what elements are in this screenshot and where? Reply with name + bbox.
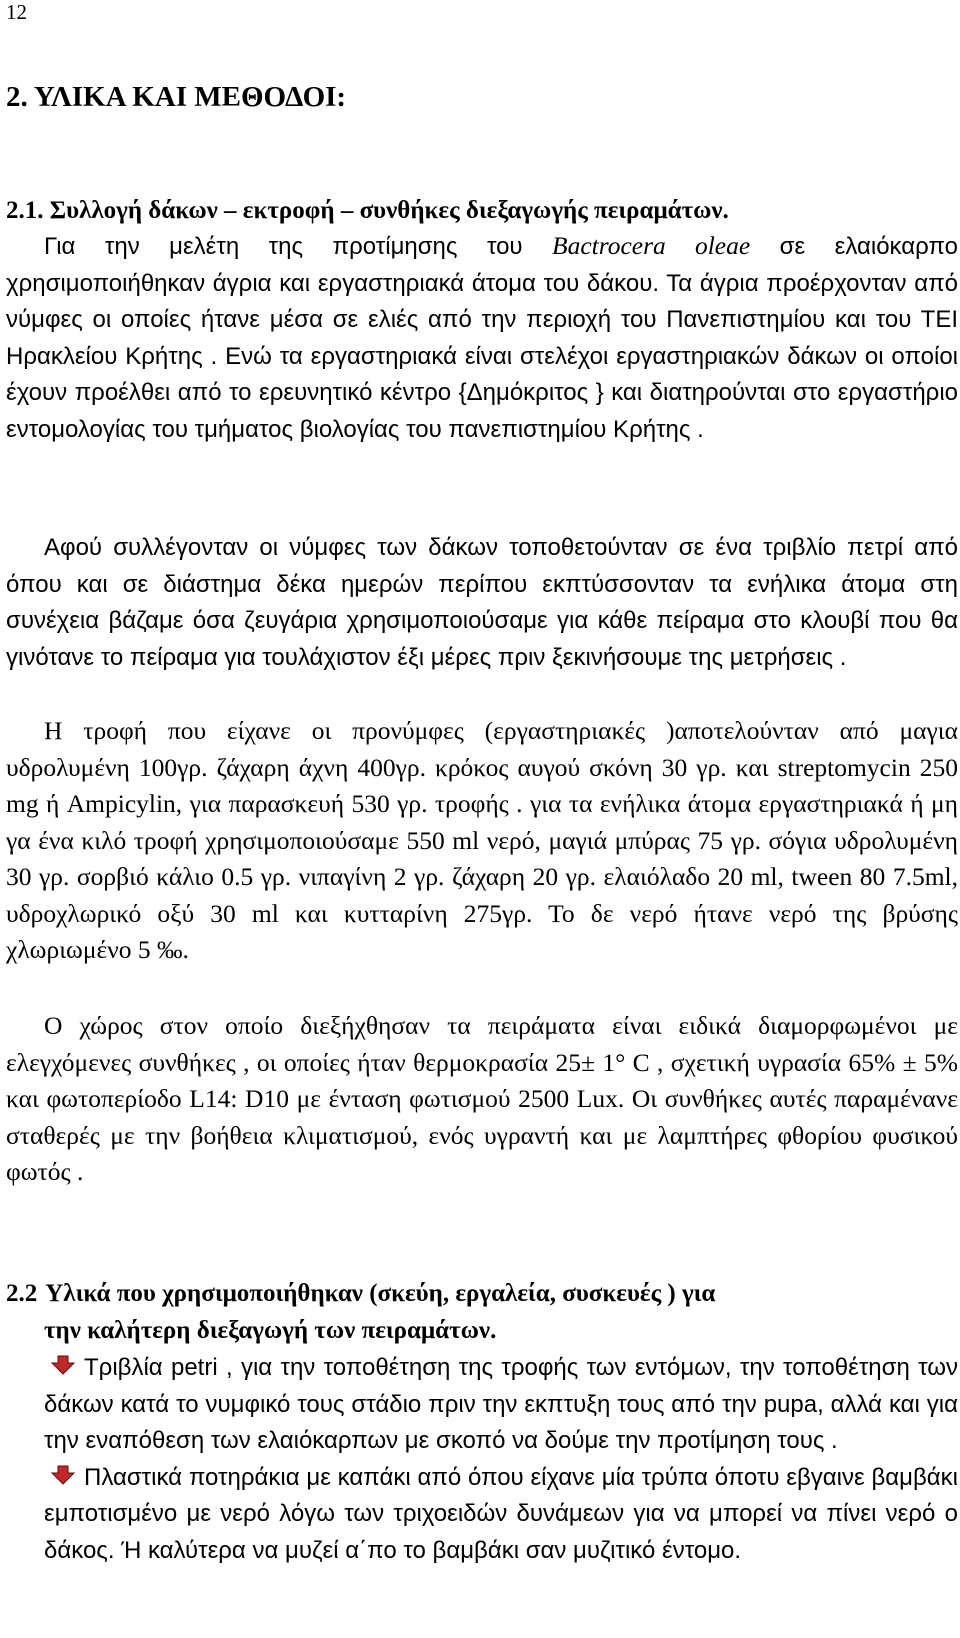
section-title-2-2 [6,1275,958,1349]
page-number: 12 [6,0,27,24]
arrow-bullet-icon [48,1464,78,1486]
section-title-line1: Υλικά που χρησιμοποιήθηκαν (σκεύη, εργαλεία, συσκευές ) για [45,1280,716,1307]
paragraph-text-rest: σε ελαιόκαρπο χρησιμοποιήθηκαν άγρια και εργαστηριακά άτομα του δάκου. Τα άγρια προέρχονταν από νύμφες οι οποίες ήτανε μέσα σε ελιές από την περιοχή του Πανεπιστημίου και του ΤΕΙ Ηρακλείου Κρήτης . Ενώ τα εργαστηριακά είναι στελέχοι εργαστηριακών δάκων οι οποίοι έχουν προέλθει από το ερευνητικό κέντρο {Δημόκριτος } και διατηρούνται στο εργαστήριο εντομολογίας του τμήματος βιολογίας του πανεπιστημίου Κρήτης . [6,233,958,443]
section-title-2-1: 2.1. Συλλογή δάκων – εκτροφή – συνθήκες διεξαγωγής πειραμάτων. [6,197,729,224]
paragraph-text: Η τροφή που είχανε οι προνύμφες (εργαστηριακές )αποτελούνταν από μαγια υδρολυμένη 100γρ. ζάχαρη άχνη 400γρ. κρόκος αυγού σκόνη 30 γρ. και streptomycin 250 mg ή Ampicylin, για παρασκευή 530 γρ. τροφής . για τα ενήλικα άτομα εργαστηριακά ή μη γα ένα κιλό τροφή χρησιμοποιούσαμε 550 ml νερό, μαγιά μπύρας 75 γρ. σόγια υδρολυμένη 30 γρ. σορβιό κάλιο 0.5 γρ. νιπαγίνη 2 γρ. ζάχαρη 20 γρ. ελαιόλαδο 20 ml, tween 80 7.5ml, υδροχλωρικό οξύ 30 ml και κυτταρίνη 275γρ. Το δε νερό ήτανε νερό της βρύσης χλωριωμένο 5 ‰. [6,716,958,964]
paragraph-text [6,228,958,448]
section-title-line2: την καλήτερη διεξαγωγή των πειραμάτων. [44,1317,497,1344]
paragraph-text-start: Για την μελέτη της προτίμησης του [44,233,553,260]
paragraph-rearing [6,530,958,676]
section-number: 2.2 [6,1280,38,1307]
species-name: Bactrocera oleae [552,231,751,260]
arrow-bullet-icon [48,1354,78,1376]
paragraph-conditions [6,1008,958,1191]
materials-list [6,1350,958,1569]
paragraph-food [6,713,958,969]
list-item-text: Τριβλία petri , για την τοποθέτηση της τροφής των εντόμων, την τοποθέτηση των δάκων κατά το νυμφικό τους στάδιο πριν την εκπτυξη τους από την pupa, αλλά και για την εναπόθεση των ελαιόκαρπων με σκοπό να δούμε την προτίμηση τους . [44,1354,958,1454]
paragraph-text: Ο χώρος στον οποίο διεξήχθησαν τα πειράματα είναι ειδικά διαμορφωμένοι με ελεγχόμενες συνθήκες , οι οποίες ήταν θερμοκρασία 25± 1° C , σχετική υγρασία 65% ± 5% και φωτοπερίοδο L14: D10 με ένταση φωτισμού 2500 Lux. Οι συνθήκες αυτές παραμένανε σταθερές με την βοήθεια κλιματισμού, ενός υγραντή και με λαμπτήρες φθορίου φυσικού φωτός . [6,1011,958,1186]
list-item-text: Πλαστικά ποτηράκια με καπάκι από όπου είχανε μία τρύπα όποτυ εβγαινε βαμβάκι εμποτισμένο με νερό λόγω των τριχοειδών δυνάμεων για να μπορεί να πίνει νερό ο δάκος. Ή καλύτερα να μυζεί α΄πο το βαμβάκι σαν μυζιτικό έντομο. [44,1463,958,1564]
chapter-title: 2. ΥΛΙΚΑ ΚΑΙ ΜΕΘΟΔΟΙ: [6,81,347,113]
list-item [6,1350,958,1460]
paragraph-collection [6,228,958,448]
list-item [6,1460,958,1570]
paragraph-text: Αφού συλλέγονταν οι νύμφες των δάκων τοποθετούνταν σε ένα τριβλίο πετρί από όπου και σε διάστημα δέκα ημερών περίπου εκπτύσσονταν τα ενήλικα άτομα στη συνέχεια βάζαμε όσα ζευγάρια χρησιμοποιούσαμε για κάθε πείραμα στο κλουβί που θα γινότανε το πείραμα για τουλάχιστον έξι μέρες πριν ξεκινήσουμε της μετρήσεις . [6,534,958,671]
